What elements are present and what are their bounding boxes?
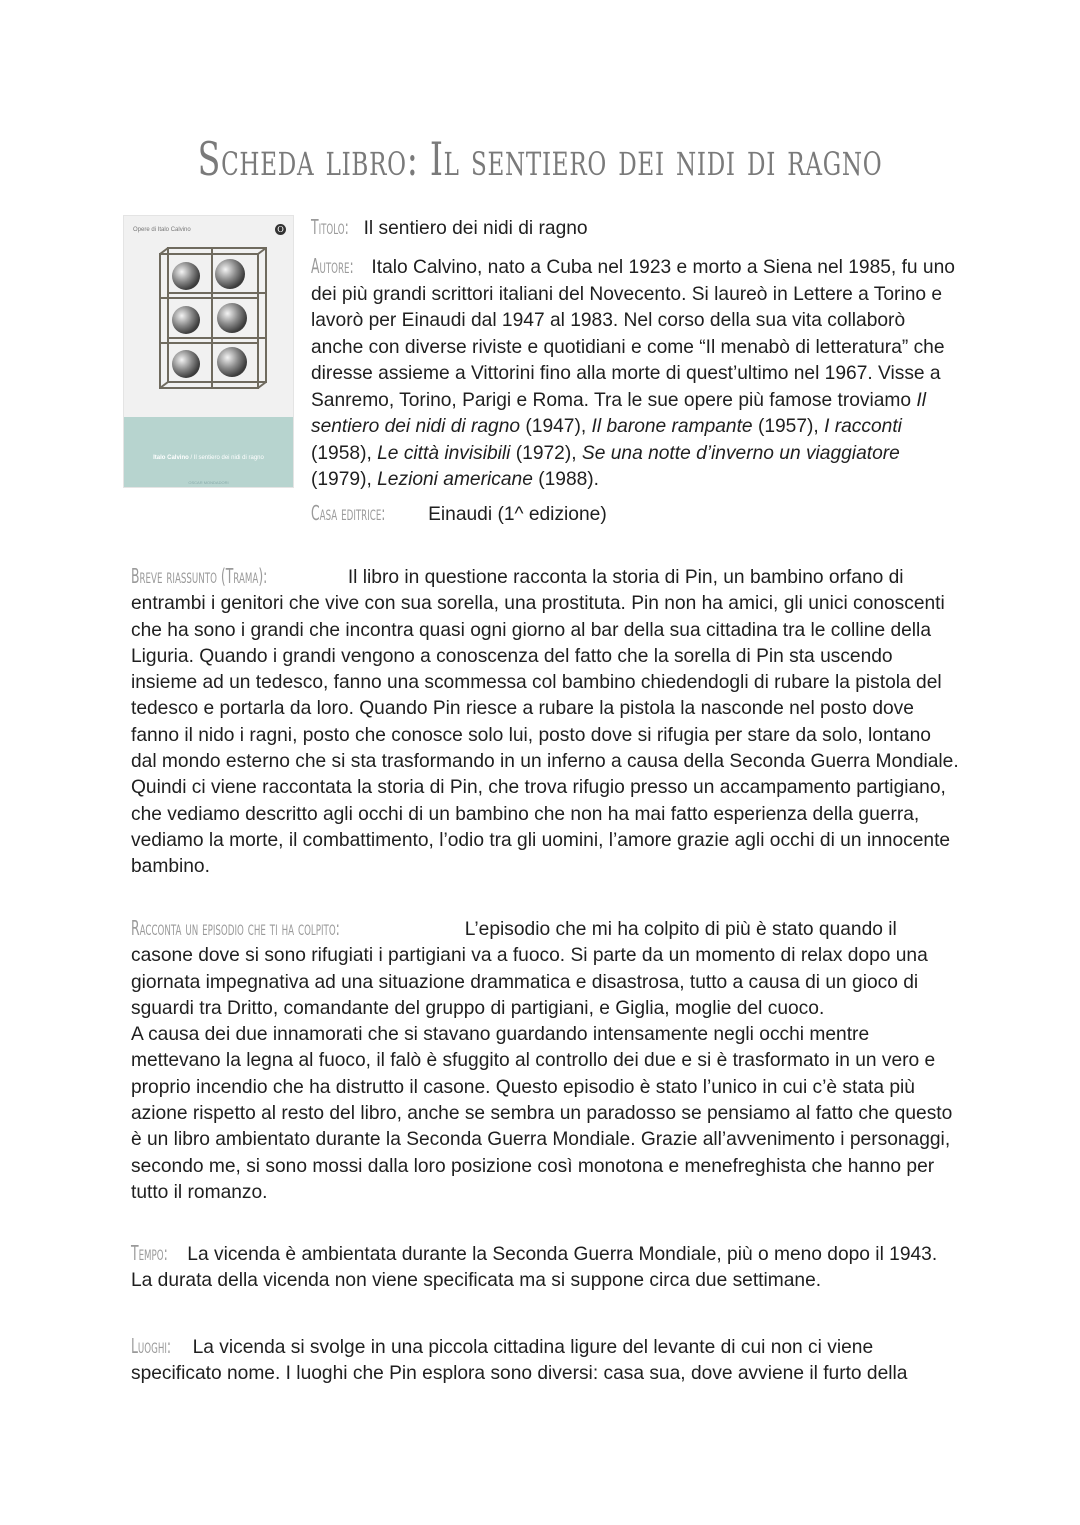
episodio-section <box>131 915 961 1206</box>
work-year: (1988). <box>532 469 600 490</box>
cover-title-text <box>124 455 293 461</box>
luoghi-label: Luoghi: <box>131 1334 172 1358</box>
work-title: Il barone rampante <box>591 416 753 437</box>
work-year: (1947), <box>520 416 592 437</box>
titolo-field <box>311 214 961 243</box>
autore-field <box>311 253 961 494</box>
page-title: Scheda libro: Il sentiero dei nidi di ragno <box>197 132 883 186</box>
cover-book-title: / Il sentiero dei nidi di ragno <box>190 455 264 461</box>
autore-intro: Italo Calvino, nato a Cuba nel 1923 e morto a Siena nel 1985, fu uno dei più grandi scrittori italiani del Novecento. Si laureò in Lettere a Torino e lavorò per Einaudi dal 1947 al 1983. Nel corso della sua vita collaborò anche con diverse riviste e quotidiani e come “Il menabò di letteratura” che diresse assieme a Vittorini fino alla morte di quest’ultimo nel 1967. Visse a Sanremo, Torino, Parigi e Roma. Tra le sue opere più famose troviamo <box>311 257 955 411</box>
work-year: (1979), <box>311 469 378 490</box>
work-title: Le città invisibili <box>377 442 511 464</box>
riassunto-text: Il libro in questione racconta la storia di Pin, un bambino orfano di entrambi i genitori che vive con sua sorella, una prostituta. Pin non ha amici, gli unici conoscenti che ha sono i grandi che incontra quasi ogni giorno al bar della sua cittadina tra le colline della Liguria. Quando i grandi vengono a conoscenza del fatto che la sorella di Pin sta uscendo insieme ad un tedesco, fanno una scommessa col bambino chiedendogli di rubare la pistola del tedesco e portarla da loro. Quando Pin riesce a rubare la pistola la nasconde nel posto dove fanno il nido i ragni, posto che conosce solo lui, posto dove si rifugia per stare da solo, lontano dal mondo esterno che si sta trasformando in un inferno a causa della Seconda Guerra Mondiale. Quindi ci viene raccontata la storia di Pin, che trova rifugio presso un accampamento partigiano, che vediamo descritto agli occhi di un bambino che non ha mai fatto esperienza della guerra, vediamo la morte, il combattimento, l’odio tra gli uomini, l’amore grazie agli occhi di un innocente bambino. <box>131 567 959 878</box>
tempo-label: Tempo: <box>131 1241 168 1265</box>
episodio-label: Racconta un episodio che ti ha colpito: <box>131 916 340 940</box>
work-title: Il sentiero dei nidi di ragno <box>311 389 927 437</box>
casa-editrice-label: Casa editrice: <box>311 501 386 525</box>
work-title: Se una notte d’inverno un viaggiatore <box>581 442 900 464</box>
tempo-text: La vicenda è ambientata durante la Seconda Guerra Mondiale, più o meno dopo il 1943. La durata della vicenda non viene specificata ma si suppone circa due settimane. <box>131 1244 938 1292</box>
book-cover-image <box>123 215 294 488</box>
work-year: (1958), <box>311 442 378 464</box>
riassunto-label: Breve riassunto (Trama): <box>131 564 268 588</box>
titolo-value: Il sentiero dei nidi di ragno <box>363 218 588 239</box>
cover-publisher: OSCAR MONDADORI <box>188 480 229 485</box>
autore-label: Autore: <box>311 254 354 278</box>
casa-editrice-field <box>311 500 961 529</box>
work-year: (1957), <box>752 416 825 437</box>
episodio-text-1: L’episodio che mi ha colpito di più è stato quando il casone dove si sono rifugiati i partigiani va a fuoco. Si parte da un momento di relax dopo una giornata impegnativa ad una situazione drammatica e disastrosa, tutto a causa di un gioco di sguardi tra Dritto, comandante del gruppo di partigiani, e Giglia, moglie del cuoco. <box>131 919 928 1019</box>
cover-author: Italo Calvino <box>153 455 189 461</box>
luoghi-text: La vicenda si svolge in una piccola cittadina ligure del levante di cui non ci viene specificato nome. I luoghi che Pin esplora sono diversi: casa sua, dove avviene il furto della <box>131 1337 908 1385</box>
riassunto-section <box>131 563 961 881</box>
luoghi-section <box>131 1333 961 1388</box>
episodio-text-2: A causa dei due innamorati che si stavano guardando intensamente negli occhi mentre mettevano la legna al fuoco, il falò è sfuggito al controllo dei due e si è trasformato in un vero e proprio incendio che ha distrutto il casone. Questo episodio è stato l’unico in cui c’è stata più azione rispetto al resto del libro, anche se sembra un paradosso se pensiamo al fatto che questo è un libro ambientato durante la Seconda Guerra Mondiale. Grazie all’avvenimento i personaggi, secondo me, si sono mossi dalla loro posizione così monotona e menefreghista che hanno per tutto il romanzo. <box>131 1024 953 1203</box>
sculpture-illustration <box>152 246 270 396</box>
work-title: Lezioni americane <box>377 469 533 490</box>
casa-editrice-value: Einaudi (1^ edizione) <box>428 504 607 525</box>
publisher-logo-icon: O <box>275 224 286 235</box>
cover-series-text: Opere di Italo Calvino <box>133 227 191 233</box>
cover-band <box>124 417 293 487</box>
work-year: (1972), <box>510 442 582 464</box>
tempo-section <box>131 1240 961 1295</box>
work-title: I racconti <box>824 416 902 437</box>
titolo-label: Titolo: <box>311 215 349 239</box>
